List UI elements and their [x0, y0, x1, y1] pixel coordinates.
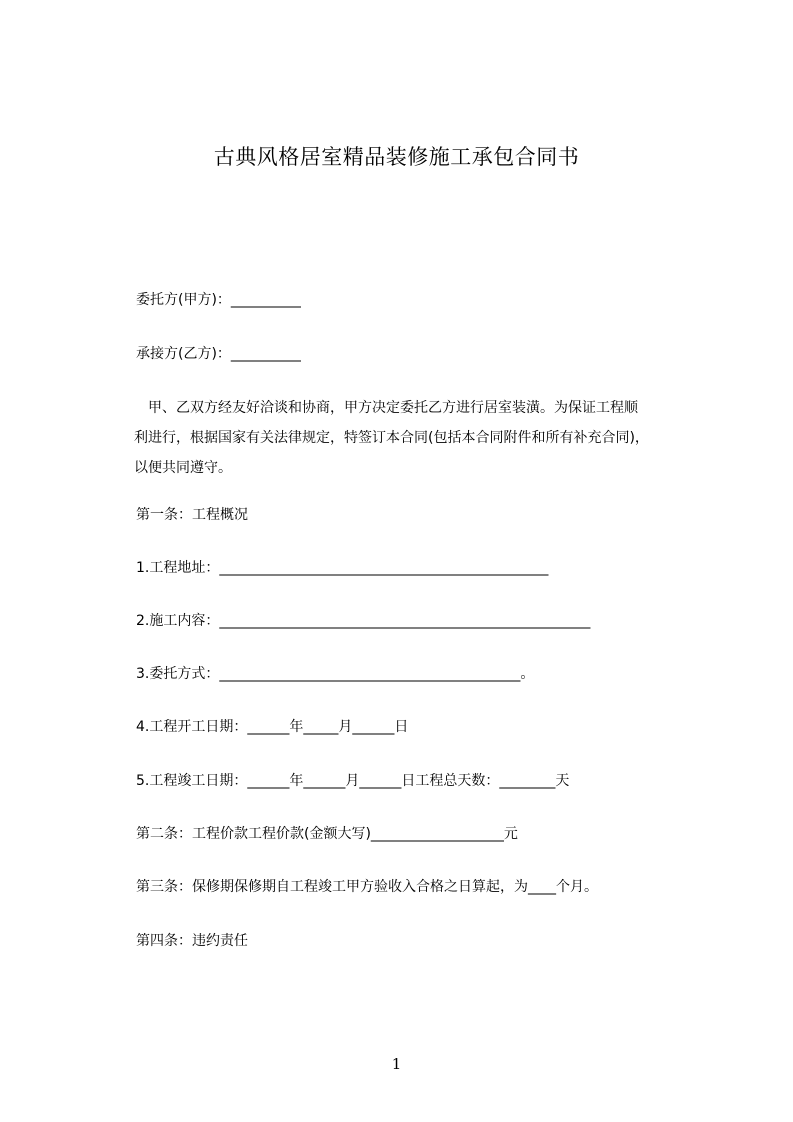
- article-4-heading: 第四条：违约责任: [136, 933, 248, 949]
- intro-line-3: 以便共同遵守。: [134, 460, 232, 476]
- article-2-price: 第二条：工程价款工程价款(金额大写)___________________元: [136, 826, 518, 842]
- party-a-line: 委托方(甲方)：__________: [136, 292, 301, 308]
- intro-line-2: 利进行，根据国家有关法律规定，特签订本合同(包括本合同附件和所有补充合同)，: [134, 430, 649, 446]
- item-completion-date: 5.工程竣工日期：______年______月______日工程总天数：________天: [136, 773, 570, 789]
- document-title: 古典风格居室精品装修施工承包合同书: [213, 145, 580, 169]
- item-project-address: 1.工程地址：_______________________________________________: [136, 560, 549, 576]
- party-b-line: 承接方(乙方)：__________: [136, 346, 301, 362]
- item-commission-method: 3.委托方式：___________________________________________。: [136, 666, 535, 682]
- page-number: 1: [391, 1055, 402, 1073]
- intro-line-1: 甲、乙双方经友好洽谈和协商，甲方决定委托乙方进行居室装潢。为保证工程顺: [134, 400, 638, 416]
- article-3-warranty: 第三条：保修期保修期自工程竣工甲方验收入合格之日算起，为____个月。: [136, 879, 598, 895]
- item-start-date: 4.工程开工日期：______年_____月______日: [136, 719, 409, 735]
- article-1-heading: 第一条：工程概况: [136, 507, 248, 523]
- intro-paragraph: [134, 393, 664, 483]
- item-construction-content: 2.施工内容：_____________________________________________________: [136, 613, 591, 629]
